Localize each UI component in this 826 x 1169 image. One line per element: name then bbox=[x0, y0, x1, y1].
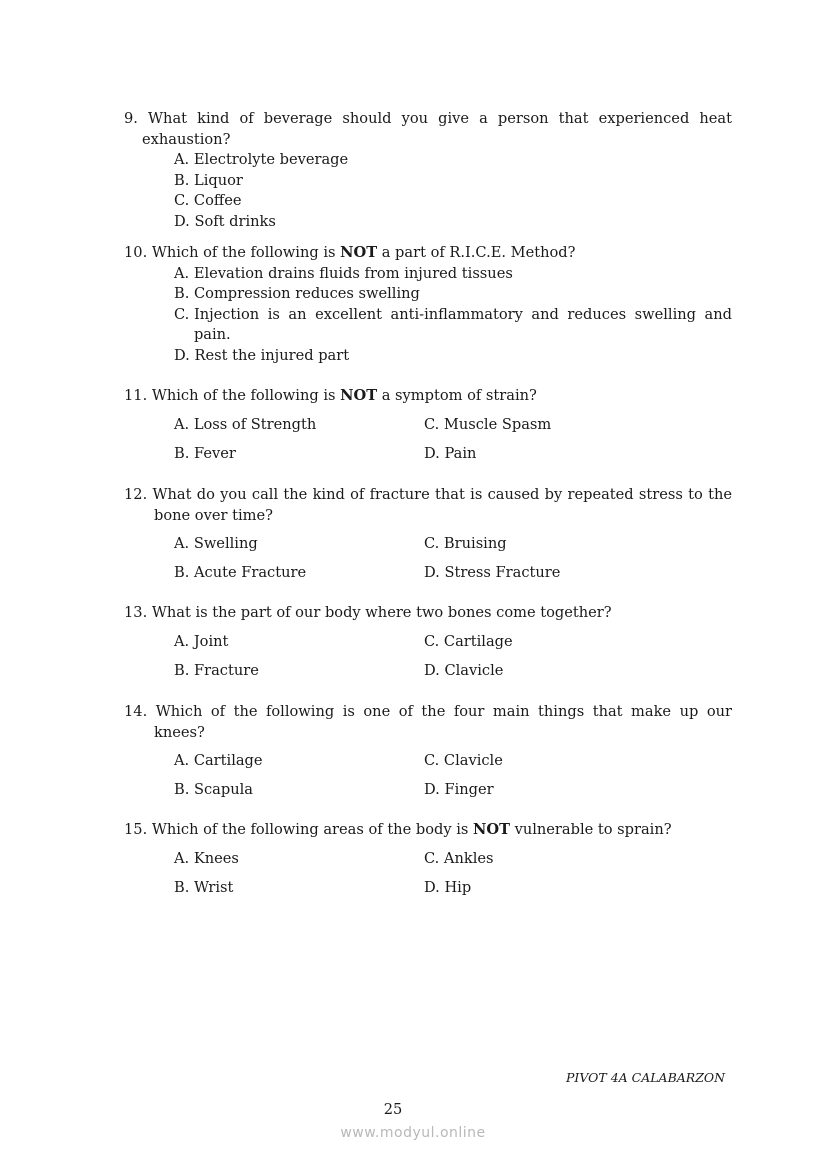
question-15-option-a: A. Knees bbox=[174, 849, 239, 867]
question-13 bbox=[124, 603, 732, 681]
question-12-option-c: C. Bruising bbox=[424, 535, 507, 552]
question-10-option-c: C. Injection is an excellent anti-inflammatory and reduces swelling and pain. bbox=[174, 305, 732, 343]
question-11-option-b: B. Fever bbox=[174, 444, 236, 462]
footer-organization: PIVOT 4A CALABARZON bbox=[566, 1070, 726, 1085]
question-9-line1: 9. What kind of beverage should you give a person that experienced heat bbox=[124, 110, 732, 127]
question-10 bbox=[124, 243, 732, 366]
question-11-option-d: D. Pain bbox=[424, 444, 477, 462]
question-13-option-b: B. Fracture bbox=[174, 661, 259, 679]
question-15-text: 15. Which of the following areas of the body is NOT vulnerable to sprain? bbox=[124, 821, 672, 838]
question-14-option-d: D. Finger bbox=[424, 781, 494, 798]
page-number: 25 bbox=[383, 1101, 403, 1118]
question-13-option-d: D. Clavicle bbox=[424, 661, 504, 679]
question-9-line2: exhaustion? bbox=[142, 130, 231, 148]
question-11-option-c: C. Muscle Spasm bbox=[424, 415, 552, 433]
question-13-option-c: C. Cartilage bbox=[424, 632, 513, 650]
question-10-option-b: B. Compression reduces swelling bbox=[174, 285, 420, 302]
question-9 bbox=[124, 109, 732, 232]
question-14-line2: knees? bbox=[154, 723, 205, 741]
question-9-option-d: D. Soft drinks bbox=[174, 212, 276, 230]
question-10-text: 10. Which of the following is NOT a part of R.I.C.E. Method? bbox=[124, 244, 576, 261]
question-9-option-b: B. Liquor bbox=[174, 171, 243, 189]
watermark-text: www.modyul.online bbox=[340, 1125, 486, 1141]
question-13-text: 13. What is the part of our body where two bones come together? bbox=[124, 604, 612, 621]
question-15-option-d: D. Hip bbox=[424, 878, 472, 896]
question-12-line2: bone over time? bbox=[154, 506, 273, 524]
question-12-option-d: D. Stress Fracture bbox=[424, 564, 561, 581]
question-9-option-c: C. Coffee bbox=[174, 192, 242, 209]
question-10-option-d: D. Rest the injured part bbox=[174, 346, 350, 364]
question-15-option-b: B. Wrist bbox=[174, 878, 234, 896]
question-12-option-b: B. Acute Fracture bbox=[174, 564, 307, 581]
question-11-option-a: A. Loss of Strength bbox=[174, 415, 317, 433]
question-13-option-a: A. Joint bbox=[174, 632, 229, 650]
question-14-line1: 14. Which of the following is one of the four main things that make up our bbox=[124, 703, 732, 720]
question-14-option-c: C. Clavicle bbox=[424, 752, 503, 769]
question-11-text: 11. Which of the following is NOT a symptom of strain? bbox=[124, 387, 537, 404]
question-11 bbox=[124, 386, 732, 464]
question-10-option-a: A. Elevation drains fluids from injured tissues bbox=[174, 264, 513, 282]
question-14-option-a: A. Cartilage bbox=[174, 752, 263, 769]
question-14-option-b: B. Scapula bbox=[174, 781, 253, 798]
question-15 bbox=[124, 820, 732, 898]
question-12-line1: 12. What do you call the kind of fracture that is caused by repeated stress to the bbox=[124, 486, 732, 503]
question-9-option-a: A. Electrolyte beverage bbox=[174, 151, 349, 168]
question-15-option-c: C. Ankles bbox=[424, 849, 494, 867]
question-12-option-a: A. Swelling bbox=[174, 535, 258, 552]
question-14 bbox=[124, 702, 732, 801]
question-12 bbox=[124, 485, 732, 584]
